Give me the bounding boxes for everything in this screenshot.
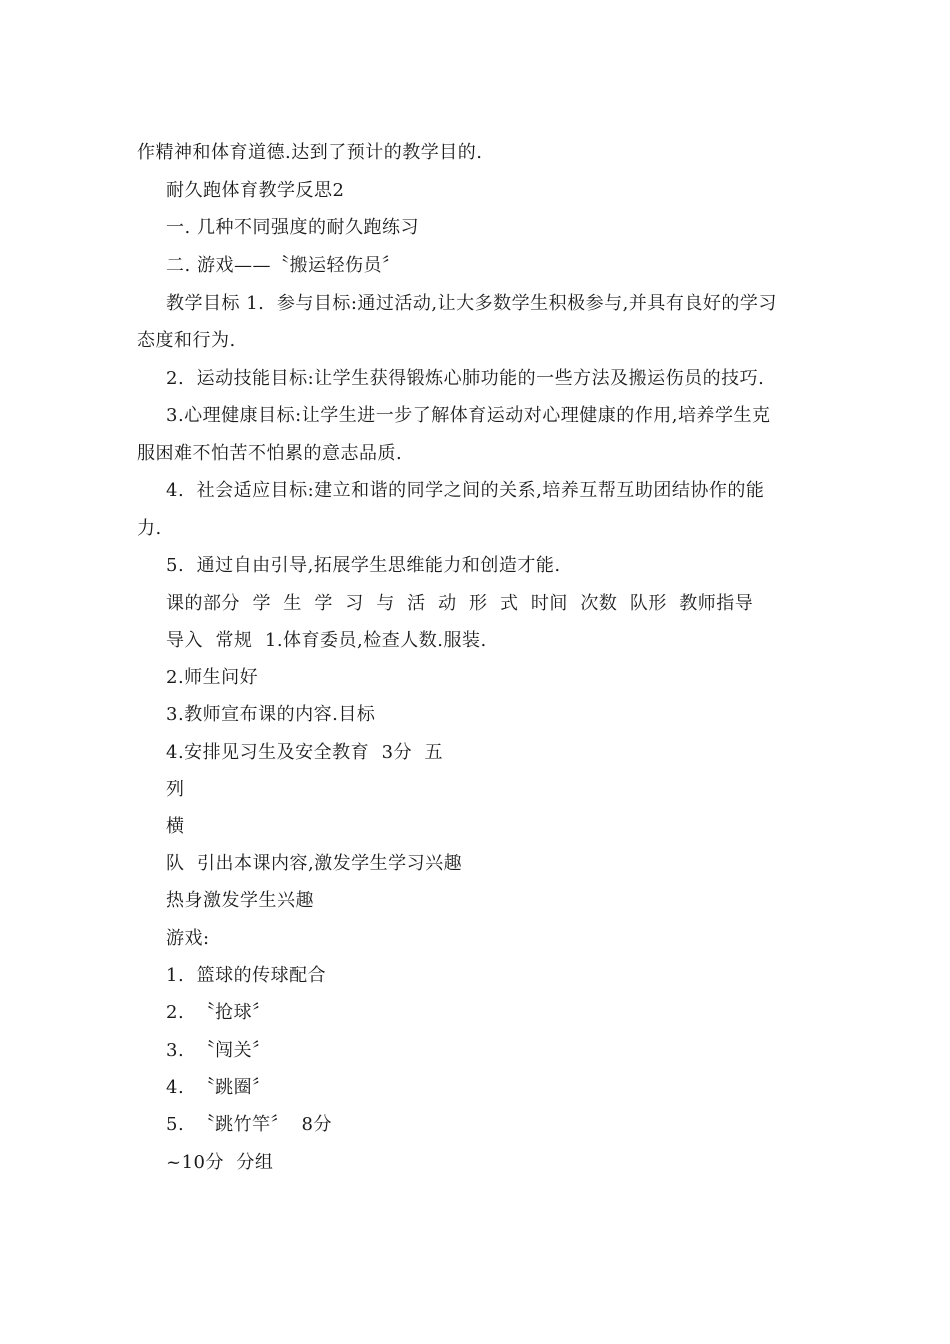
text-line: 队 引出本课内容,激发学生学习兴趣	[166, 853, 463, 874]
text-line: 4. 社会适应目标:建立和谐的同学之间的关系,培养互帮互助团结协作的能	[166, 480, 765, 501]
table-header-line: 课的部分 学 生 学 习 与 活 动 形 式 时间 次数 队形 教师指导	[166, 593, 754, 614]
text-line: 力.	[137, 518, 162, 539]
text-line: 3.教师宣布课的内容.目标	[166, 704, 376, 725]
list-item: 2. 〝抢球〞	[166, 1002, 271, 1023]
text-line: 态度和行为.	[137, 330, 236, 351]
text-line: 3.心理健康目标:让学生进一步了解体育运动对心理健康的作用,培养学生克	[166, 405, 771, 426]
list-item: 5. 〝跳竹竿〞 8分	[166, 1114, 333, 1135]
text-line: 5. 通过自由引导,拓展学生思维能力和创造才能.	[166, 555, 561, 576]
text-line: 热身激发学生兴趣	[166, 890, 314, 911]
text-line: 2. 运动技能目标:让学生获得锻炼心肺功能的一些方法及搬运伤员的技巧.	[166, 368, 765, 389]
list-item: 4. 〝跳圈〞	[166, 1077, 271, 1098]
text-line: 4.安排见习生及安全教育 3分 五	[166, 742, 444, 763]
text-line: 列	[166, 779, 185, 800]
text-line: 教学目标 1. 参与目标:通过活动,让大多数学生积极参与,并具有良好的学习	[166, 293, 777, 314]
text-line: 导入 常规 1.体育委员,检查人数.服装.	[166, 630, 487, 651]
text-line: 二. 游戏——〝搬运轻伤员〞	[166, 255, 401, 276]
text-line: 横	[166, 816, 185, 837]
text-line: 服困难不怕苦不怕累的意志品质.	[137, 443, 403, 464]
section-title: 耐久跑体育教学反思2	[166, 180, 345, 201]
text-line: ~10分 分组	[166, 1152, 274, 1173]
text-line: 一. 几种不同强度的耐久跑练习	[166, 217, 419, 238]
text-line: 2.师生问好	[166, 667, 259, 688]
list-item: 1. 篮球的传球配合	[166, 965, 327, 986]
text-line: 作精神和体育道德.达到了预计的教学目的.	[137, 142, 483, 163]
text-line: 游戏:	[166, 928, 210, 949]
list-item: 3. 〝闯关〞	[166, 1040, 271, 1061]
